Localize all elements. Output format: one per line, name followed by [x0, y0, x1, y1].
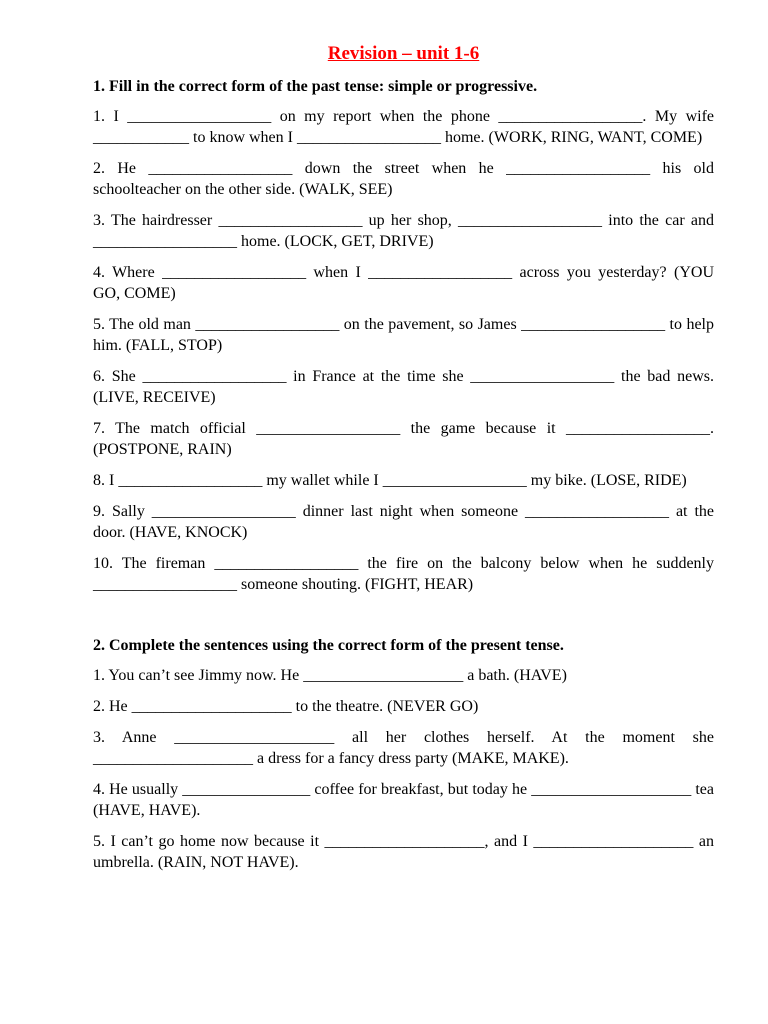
exercise-item: 4. He usually ________________ coffee for breakfast, but today he ____________________ tea (HAVE, HAVE). — [93, 781, 714, 819]
exercise-item: 5. I can’t go home now because it ____________________, and I ____________________ an umbrella. (RAIN, NOT HAVE). — [93, 833, 714, 871]
exercise-item: 3. Anne ____________________ all her clothes herself. At the moment she ____________________ a dress for a fancy dress party (MAKE, MAKE). — [93, 729, 714, 767]
exercise-item: 4. Where __________________ when I __________________ across you yesterday? (YOU GO, COME) — [93, 264, 714, 302]
exercise-item: 1. You can’t see Jimmy now. He ____________________ a bath. (HAVE) — [93, 667, 567, 684]
exercise-item: 2. He ____________________ to the theatre. (NEVER GO) — [93, 698, 479, 715]
exercise-item: 5. The old man __________________ on the pavement, so James __________________ to help him. (FALL, STOP) — [93, 316, 714, 354]
exercise-item: 2. He __________________ down the street when he __________________ his old schoolteacher on the other side. (WALK, SEE) — [93, 160, 714, 198]
section1-heading: 1. Fill in the correct form of the past tense: simple or progressive. — [93, 78, 538, 95]
exercise-item: 1. I __________________ on my report when the phone __________________. My wife ____________ to know when I __________________ home. (WORK, RING, WANT, COME) — [93, 108, 714, 146]
exercise-item: 8. I __________________ my wallet while I __________________ my bike. (LOSE, RIDE) — [93, 472, 687, 489]
exercise-item: 10. The fireman __________________ the fire on the balcony below when he suddenly __________________ someone shouting. (FIGHT, HEAR) — [93, 555, 714, 593]
exercise-item: 3. The hairdresser __________________ up her shop, __________________ into the car and __________________ home. (LOCK, GET, DRIVE) — [93, 212, 714, 250]
worksheet-page — [93, 42, 714, 883]
exercise-item: 6. She __________________ in France at the time she __________________ the bad news. (LIVE, RECEIVE) — [93, 368, 714, 406]
exercise-item: 7. The match official __________________ the game because it __________________. (POSTPONE, RAIN) — [93, 420, 714, 458]
exercise-item: 9. Sally __________________ dinner last night when someone __________________ at the door. (HAVE, KNOCK) — [93, 503, 714, 541]
worksheet-title: Revision – unit 1-6 — [327, 43, 480, 64]
section-spacer — [93, 605, 714, 635]
section2-heading: 2. Complete the sentences using the correct form of the present tense. — [93, 637, 564, 654]
